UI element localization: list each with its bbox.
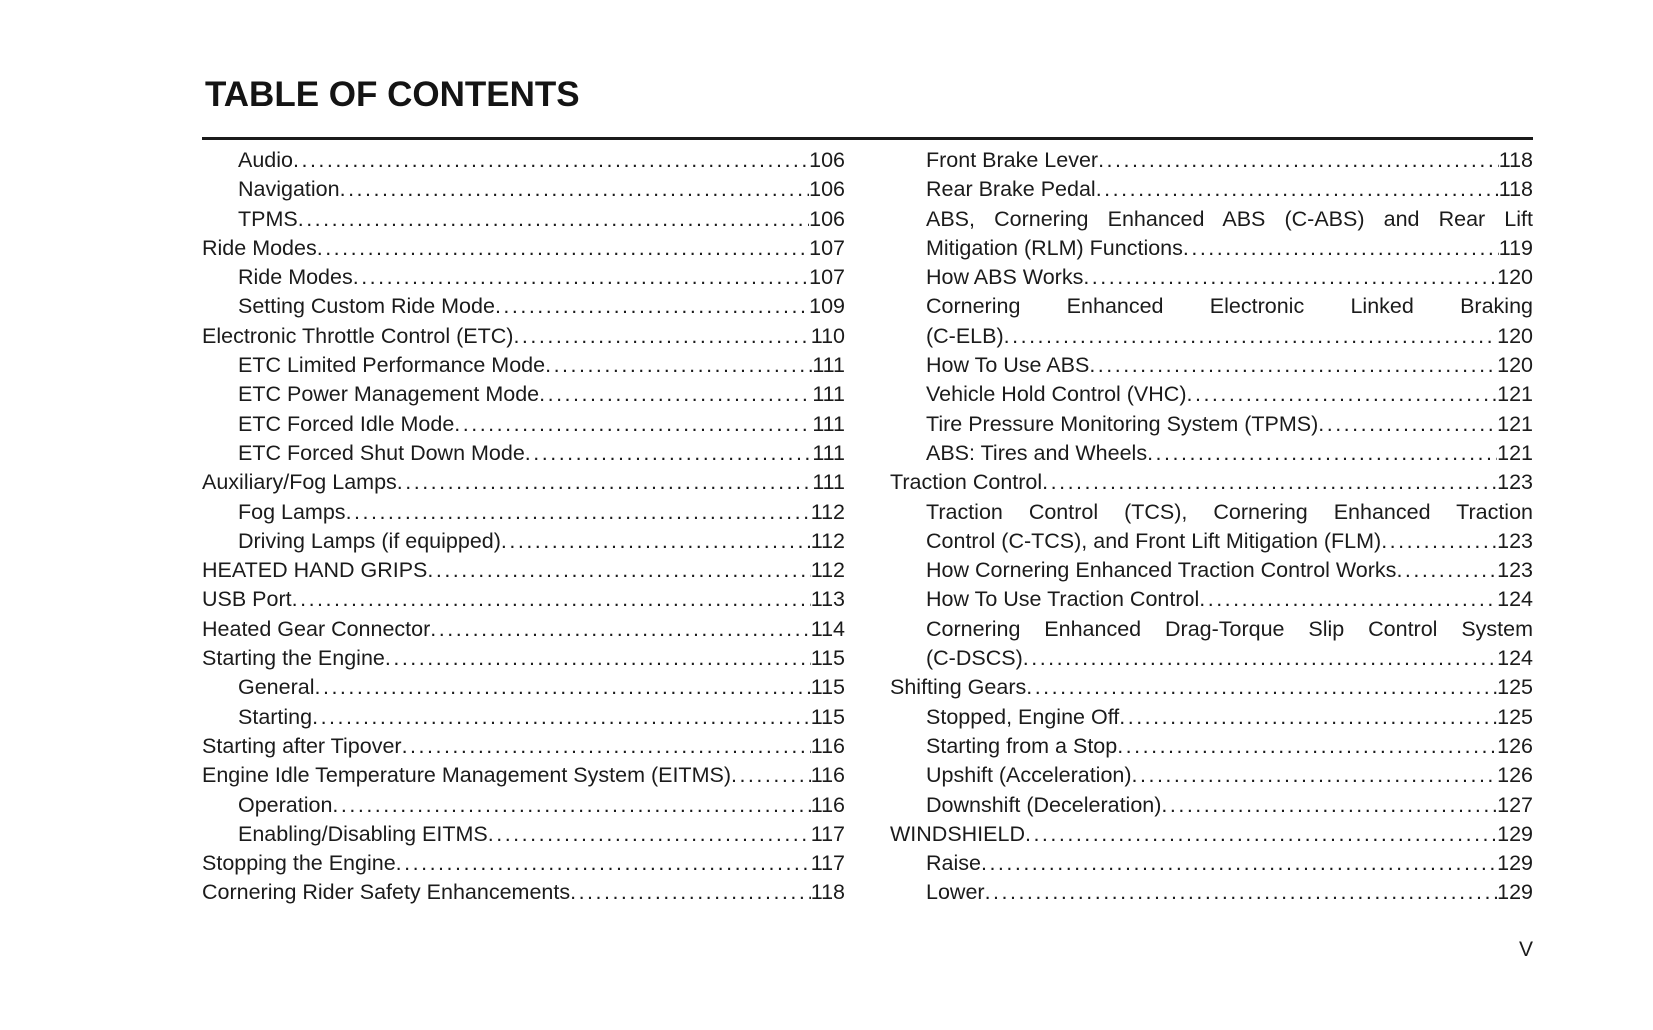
toc-entry-page: 125 [1497,675,1533,700]
toc-entry-page: 129 [1497,821,1533,846]
toc-entry-page: 121 [1497,411,1533,436]
dot-leader [332,791,810,820]
toc-entry [202,205,845,234]
toc-entry [890,351,1533,380]
toc-entry [202,263,845,292]
toc-entry [890,292,1533,321]
toc-entry-label: How To Use ABS [926,353,1090,378]
toc-entry-label: USB Port [202,587,292,612]
toc-entry [202,351,845,380]
dot-leader [346,498,811,527]
toc-entry [202,498,845,527]
toc-entry-label: Traction Control (TCS), Cornering Enhanced Traction [926,499,1533,524]
toc-entry-label: Starting after Tipover [202,733,402,758]
toc-entry-page: 118 [810,880,845,905]
toc-entry [890,761,1533,790]
toc-entry-label: Setting Custom Ride Mode [238,294,495,319]
toc-entry-page: 126 [1497,733,1533,758]
toc-entry-label: Stopped, Engine Off [926,704,1120,729]
dot-leader [1199,585,1497,614]
toc-entry-label: Lower [926,880,985,905]
toc-entry-page: 112 [810,558,845,583]
toc-entry [202,556,845,585]
dot-leader [1396,556,1497,585]
dot-leader [1318,410,1497,439]
toc-entry-label: Stopping the Engine [202,851,396,876]
toc-entry [890,585,1533,614]
dot-leader [385,644,811,673]
toc-entry-label: Cornering Enhanced Electronic Linked Braking [926,294,1533,319]
dot-leader [315,673,811,702]
dot-leader [495,292,809,321]
toc-entry-label: Fog Lamps [238,499,346,524]
toc-entry-label: ETC Forced Shut Down Mode [238,440,525,465]
toc-entry-label: How To Use Traction Control [926,587,1200,612]
toc-entry-page: 129 [1497,880,1533,905]
dot-leader [1187,380,1498,409]
toc-entry [890,468,1533,497]
dot-leader [1023,644,1497,673]
toc-entry-page: 107 [809,265,845,290]
toc-entry-label: Auxiliary/Fog Lamps [202,470,397,495]
toc-entry-label: Tire Pressure Monitoring System (TPMS) [926,411,1319,436]
toc-entry-label: How ABS Works [926,265,1084,290]
dot-leader [525,439,813,468]
title-divider [202,137,1533,140]
toc-entry-page: 124 [1497,587,1533,612]
toc-entry-label: Control (C-TCS), and Front Lift Mitigation (FLM) [926,528,1382,553]
toc-entry-page: 120 [1497,265,1533,290]
toc-entry [890,439,1533,468]
toc-entry-page: 124 [1497,646,1533,671]
toc-entry-page: 115 [810,704,845,729]
toc-entry-label: How Cornering Enhanced Traction Control Works [926,558,1397,583]
toc-entry [202,791,845,820]
toc-entry-page: 121 [1497,440,1533,465]
toc-entry-page: 114 [810,616,845,641]
toc-entry-page: 125 [1497,704,1533,729]
dot-leader [570,878,811,907]
dot-leader [1096,175,1499,204]
dot-leader [454,410,812,439]
dot-leader [1025,820,1497,849]
dot-leader [1042,468,1497,497]
toc-entry-page: 127 [1497,792,1533,817]
toc-entry [890,322,1533,351]
toc-entry-page: 106 [809,206,845,231]
toc-entry [890,146,1533,175]
toc-entry-page: 112 [810,499,845,524]
toc-entry [202,439,845,468]
toc-entry-label: TPMS [238,206,298,231]
toc-entry-page: 117 [810,851,845,876]
toc-entry-page: 126 [1497,763,1533,788]
toc-entry-label: Shifting Gears [890,675,1027,700]
toc-entry-label: Audio [238,148,293,172]
toc-column-left [202,146,845,908]
toc-entry-page: 111 [812,411,845,436]
toc-entry-label: Rear Brake Pedal [926,177,1096,202]
toc-entry-page: 123 [1497,558,1533,583]
toc-entry [202,673,845,702]
toc-entry [890,878,1533,907]
dot-leader [1089,351,1497,380]
toc-entry-label: Ride Modes [202,235,317,260]
toc-entry [890,615,1533,644]
toc-entry [202,410,845,439]
toc-entry [202,615,845,644]
dot-leader [1119,703,1497,732]
toc-entry-label: (C-DSCS) [926,646,1023,671]
toc-entry-page: 116 [810,763,845,788]
toc-entry-page: 115 [810,646,845,671]
toc-entry [890,703,1533,732]
toc-entry [202,175,845,204]
toc-entry-label: Enabling/Disabling EITMS [238,821,488,846]
dot-leader [1161,791,1497,820]
toc-entry-label: Upshift (Acceleration) [926,763,1132,788]
toc-entry-label: Heated Gear Connector [202,616,431,641]
toc-entry-label: Starting the Engine [202,646,385,671]
toc-entry-label: Cornering Rider Safety Enhancements [202,880,571,905]
toc-entry-label: ETC Limited Performance Mode [238,353,546,378]
dot-leader [298,205,809,234]
toc-entry-page: 107 [809,235,845,260]
toc-entry [890,527,1533,556]
dot-leader [292,585,811,614]
toc-entry [890,556,1533,585]
dot-leader [1083,263,1497,292]
toc-entry [202,527,845,556]
toc-entry-label: ETC Forced Idle Mode [238,411,455,436]
toc-entry [202,732,845,761]
dot-leader [396,849,811,878]
toc-entry [890,410,1533,439]
toc-entry [890,673,1533,702]
dot-leader [340,175,810,204]
toc-entry-label: Engine Idle Temperature Management System (EITMS) [202,763,731,788]
toc-entry-page: 111 [812,353,845,378]
toc-entry-label: ABS: Tires and Wheels [926,440,1148,465]
toc-entry-page: 116 [810,733,845,758]
dot-leader [397,468,813,497]
toc-entry-label: Downshift (Deceleration) [926,792,1162,817]
toc-entry [890,234,1533,263]
toc-entry-label: Electronic Throttle Control (ETC) [202,323,514,348]
toc-entry [890,849,1533,878]
toc-entry-label: Vehicle Hold Control (VHC) [926,382,1187,407]
toc-entry-page: 121 [1497,382,1533,407]
dot-leader [985,878,1498,907]
toc-entry-page: 117 [810,821,845,846]
toc-entry-label: Starting [238,704,313,729]
dot-leader [1183,234,1499,263]
dot-leader [312,703,811,732]
toc-entry-page: 120 [1497,353,1533,378]
toc-entry-label: Driving Lamps (if equipped) [238,528,501,553]
toc-entry-page: 106 [809,177,845,202]
toc-entry-page: 115 [810,675,845,700]
toc-entry-label: WINDSHIELD [890,821,1025,846]
toc-entry-page: 110 [810,323,845,348]
toc-entry-page: 123 [1497,470,1533,495]
toc-entry [890,791,1533,820]
page-number: V [1518,938,1533,961]
dot-leader [731,761,811,790]
dot-leader [1026,673,1497,702]
toc-entry-page: 106 [809,148,845,172]
toc-entry-label: ETC Power Management Mode [238,382,540,407]
dot-leader [513,322,810,351]
dot-leader [353,263,809,292]
dot-leader [1098,146,1499,175]
toc-entry [890,732,1533,761]
page-title: TABLE OF CONTENTS [205,75,580,114]
toc-entry-page: 111 [812,382,845,407]
toc-entry-label: Ride Modes [238,265,353,290]
toc-entry-page: 111 [812,470,845,495]
toc-entry [202,878,845,907]
toc-entry-label: (C-ELB) [926,323,1004,348]
toc-entry [890,380,1533,409]
toc-entry [890,175,1533,204]
toc-entry-label: Starting from a Stop [926,733,1118,758]
toc-entry [202,292,845,321]
toc-entry-page: 123 [1497,528,1533,553]
dot-leader [293,146,809,175]
dot-leader [545,351,812,380]
toc-entry [202,644,845,673]
dot-leader [488,820,811,849]
dot-leader [1132,761,1498,790]
dot-leader [1117,732,1497,761]
toc-entry [202,761,845,790]
toc-entry-label: Cornering Enhanced Drag-Torque Slip Control System [926,616,1533,641]
dot-leader [1381,527,1497,556]
dot-leader [539,380,812,409]
toc-entry-label: Navigation [238,177,340,202]
toc-column-right [890,146,1533,908]
toc-entry-label: Operation [238,792,333,817]
toc-entry-page: 118 [1498,148,1533,172]
toc-entry [890,263,1533,292]
toc-entry [202,146,845,175]
dot-leader [317,234,809,263]
toc-entry [890,205,1533,234]
toc-entry-label: Front Brake Lever [926,148,1099,172]
toc-entry [202,468,845,497]
toc-entry-page: 119 [1498,235,1533,260]
toc-entry [202,585,845,614]
toc-entry-label: HEATED HAND GRIPS [202,558,428,583]
dot-leader [427,556,810,585]
toc-entry [890,644,1533,673]
toc-entry-page: 120 [1497,323,1533,348]
toc-entry-label: ABS, Cornering Enhanced ABS (C-ABS) and Rear Lift [926,206,1533,231]
toc-entry-label: Raise [926,851,981,876]
toc-entry [202,380,845,409]
toc-entry-page: 118 [1498,177,1533,202]
toc-entry [202,849,845,878]
dot-leader [1004,322,1497,351]
toc-entry-page: 113 [810,587,845,612]
toc-entry [890,498,1533,527]
toc-entry-page: 111 [812,440,845,465]
dot-leader [1147,439,1497,468]
toc-entry-label: General [238,675,315,700]
dot-leader [402,732,811,761]
toc-entry-label: Mitigation (RLM) Functions [926,235,1183,260]
toc-entry-label: Traction Control [890,470,1043,495]
toc-entry-page: 112 [810,528,845,553]
toc-entry [202,234,845,263]
dot-leader [501,527,811,556]
dot-leader [430,615,810,644]
toc-entry [202,703,845,732]
toc-entry-page: 116 [810,792,845,817]
toc-entry [890,820,1533,849]
toc-entry [202,820,845,849]
toc-entry [202,322,845,351]
dot-leader [981,849,1497,878]
toc-entry-page: 129 [1497,851,1533,876]
toc-entry-page: 109 [809,294,845,319]
